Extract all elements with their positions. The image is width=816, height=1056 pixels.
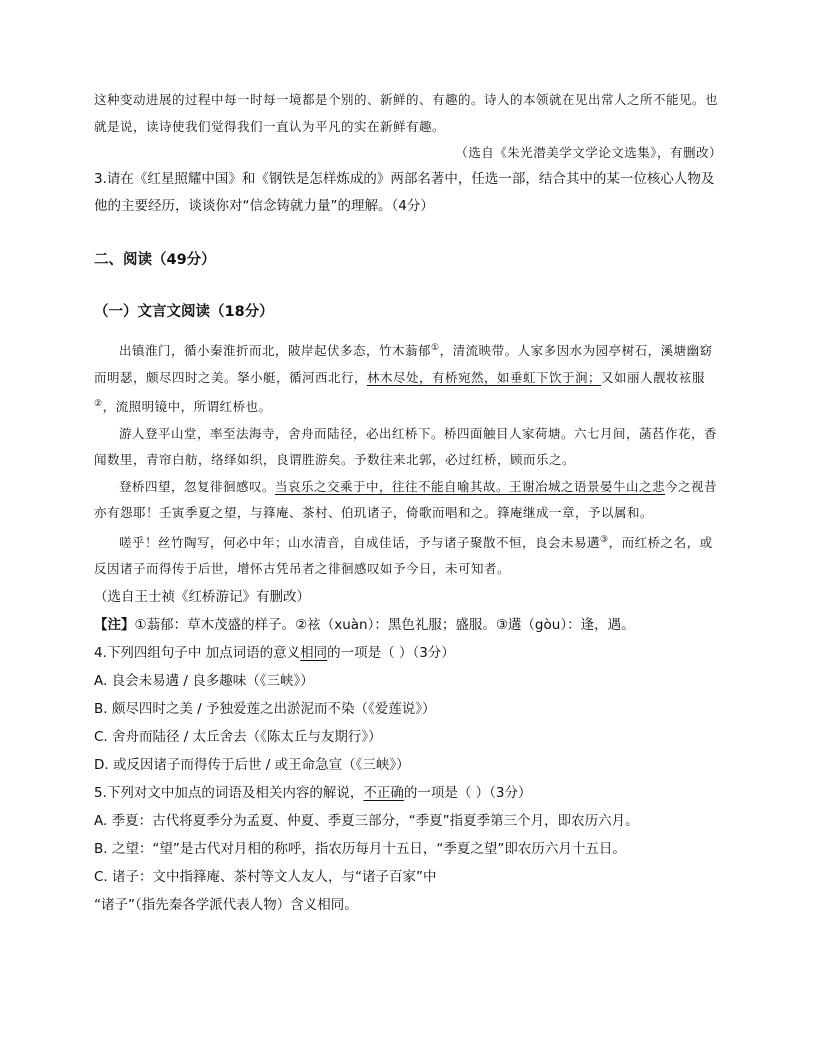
emphasis-word: 不正确 — [363, 784, 404, 801]
question-4-option-d: D. 或反因诸子而得传于后世 / 或王命急宣（《三峡》） — [94, 756, 410, 773]
annotation-note — [94, 611, 722, 639]
emphasis-word: 相同 — [300, 644, 328, 661]
footnote-mark: ② — [94, 399, 103, 410]
classical-para-3 — [94, 474, 722, 527]
classical-para-4 — [94, 527, 722, 583]
question-5-stem — [94, 779, 722, 807]
footnote-mark: ③ — [600, 534, 609, 545]
question-5-option-c-cont: “诸子”（指先秦各学派代表人物）含义相同。 — [94, 896, 358, 913]
question-text: 4.下列四组句子中 加点词语的意义 — [94, 644, 301, 661]
section-heading-classical: （一）文言文阅读（18分） — [94, 304, 274, 320]
intro-paragraph: 这种变动进展的过程中每一时每一境都是个别的、新鲜的、有趣的。诗人的本领就在见出常人之所不能见。也就是说，读诗使我们觉得我们一直认为平凡的实在新鲜有趣。 — [94, 92, 719, 134]
classical-text: ，流照明镜中，所谓红桥也。 — [102, 399, 272, 415]
classical-para-1 — [94, 335, 722, 421]
section-heading-reading: 二、阅读（49分） — [94, 252, 216, 268]
classical-source: （选自王士祯《红桥游记》有删改） — [94, 588, 310, 605]
question-4-stem — [94, 639, 722, 667]
classical-text: 登桥四望，忽复徘徊感叹。 — [119, 478, 276, 494]
note-label: 【注】 — [94, 616, 135, 633]
intro-source: （选自《朱光潜美学文学论文选集》，有删改） — [455, 145, 722, 160]
note-text: ①蓊郁：草木茂盛的样子。②袨（xuàn）：黑色礼服；盛服。③遘（gòu）：逢，遇。 — [134, 616, 635, 633]
question-4-option-c: C. 舍舟而陆径 / 太丘舍去（《陈太丘与友期行》） — [94, 728, 382, 745]
classical-para-2: 游人登平山堂，率至法海寺，舍舟而陆径，必出红桥下。桥四面触目人家荷塘。六七月间，菡萏作花，香闻数里，青帘白舫，络绎如织，良谓胜游矣。予数往来北郭，必过红桥，顾而乐之。 — [94, 425, 718, 468]
underlined-sentence: 林木尽处，有桥宛然，如垂虹下饮于涧； — [367, 369, 602, 385]
classical-text: 今之视昔亦有怨耶！壬寅季夏之望，与箨庵、茶村、伯玑诸子，倚歌而唱和之。箨庵继成一章，予以属和。 — [94, 478, 718, 521]
question-5-option-a: A. 季夏：古代将夏季分为孟夏、仲夏、季夏三部分，“季夏”指夏季第三个月，即农历六月。 — [94, 812, 639, 829]
question-3: 3.请在《红星照耀中国》和《钢铁是怎样炼成的》两部名著中，任选一部，结合其中的某一位核心人物及他的主要经历，谈谈你对“信念铸就力量”的理解。（4分） — [94, 171, 715, 214]
classical-text: ，清流映带。人家多因水为园亭树石，溪塘幽窈而明瑟，颇尽四时之美。拏小艇，循河西北行， — [94, 343, 713, 385]
question-text: 的一项是（ ）（3分） — [327, 644, 455, 661]
question-text: 5.下列对文中加点的词语及相关内容的解说， — [94, 784, 364, 801]
question-4-option-b: B. 颇尽四时之美 / 予独爱莲之出淤泥而不染（《爱莲说》） — [94, 700, 436, 717]
classical-text: 出镇淮门，循小秦淮折而北，陂岸起伏多态，竹木蓊郁 — [119, 343, 432, 359]
classical-text: ，而红桥之名，或反因诸子而得传于后世，增怀古凭吊者之徘徊感叹如予今日，未可知者。 — [94, 534, 713, 577]
classical-text: 嗟乎！丝竹陶写，何必中年；山水清音，自成佳话，予与诸子聚散不恒，良会未易遘 — [119, 534, 601, 550]
underlined-sentence: 当哀乐之交乘于中，往往不能自喻其故。王谢冶城之语景晏牛山之悲 — [275, 478, 666, 494]
question-4-option-a: A. 良会未易遘 / 良多趣味（《三峡》） — [94, 672, 314, 689]
question-text: 的一项是（ ）（3分） — [403, 784, 532, 801]
question-5-option-b: B. 之望：“望”是古代对月相的称呼，指农历每月十五日，“季夏之望”即农历六月十五日。 — [94, 840, 626, 857]
footnote-mark: ① — [431, 343, 440, 353]
classical-text: 又如丽人靓妆袨服 — [601, 369, 706, 385]
question-5-option-c: C. 诸子：文中指箨庵、茶村等文人友人，与“诸子百家”中 — [94, 868, 437, 885]
document-page — [94, 86, 722, 919]
